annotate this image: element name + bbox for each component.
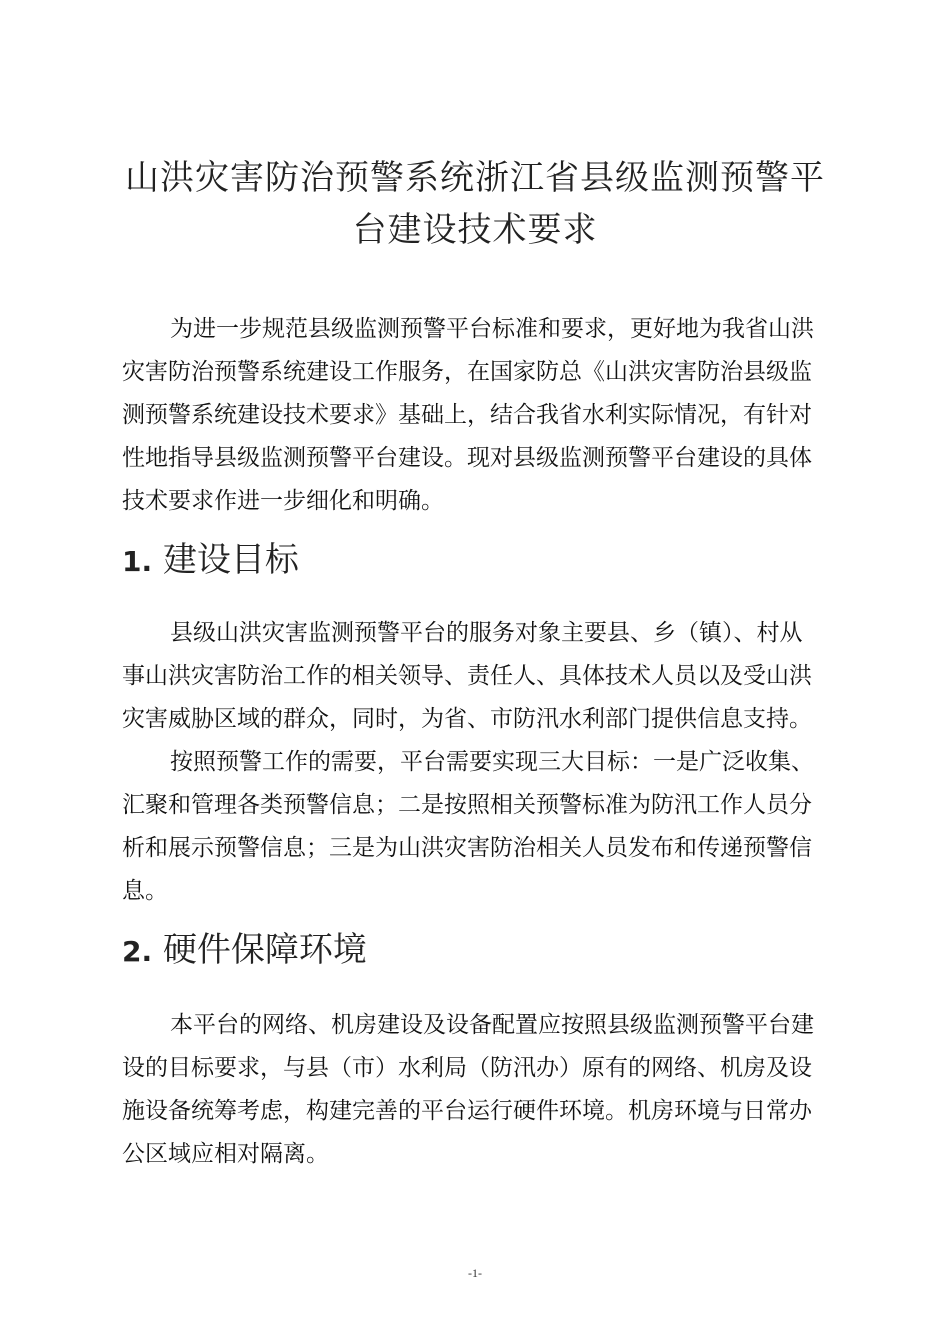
paragraph-line: 公区域应相对隔离。 <box>122 1141 329 1167</box>
paragraph-line: 本平台的网络、机房建设及设备配置应按照县级监测预警平台建 <box>170 1012 814 1038</box>
title-line-2: 台建设技术要求 <box>352 210 598 250</box>
section-2-paragraph-1 <box>122 1004 842 1176</box>
section-1-heading <box>122 536 299 586</box>
intro-paragraph <box>122 308 842 523</box>
intro-line: 灾害防治预警系统建设工作服务，在国家防总《山洪灾害防治县级监 <box>122 359 812 385</box>
paragraph-line: 事山洪灾害防治工作的相关领导、责任人、具体技术人员以及受山洪 <box>122 663 812 689</box>
section-2-number: 2. <box>122 935 153 968</box>
document-title <box>110 152 840 256</box>
paragraph-line: 息。 <box>122 878 168 904</box>
paragraph-line: 析和展示预警信息；三是为山洪灾害防治相关人员发布和传递预警信 <box>122 835 812 861</box>
intro-line: 技术要求作进一步细化和明确。 <box>122 488 444 514</box>
intro-line: 性地指导县级监测预警平台建设。现对县级监测预警平台建设的具体 <box>122 445 812 471</box>
title-line-1: 山洪灾害防治预警系统浙江省县级监测预警平 <box>125 158 825 198</box>
paragraph-line: 汇聚和管理各类预警信息；二是按照相关预警标准为防汛工作人员分 <box>122 792 812 818</box>
section-2-heading <box>122 926 367 976</box>
intro-line: 测预警系统建设技术要求》基础上，结合我省水利实际情况，有针对 <box>122 402 812 428</box>
paragraph-line: 施设备统筹考虑，构建完善的平台运行硬件环境。机房环境与日常办 <box>122 1098 812 1124</box>
page-number: -1- <box>468 1266 482 1280</box>
section-1-title: 建设目标 <box>162 540 299 580</box>
section-1-number: 1. <box>122 545 153 578</box>
paragraph-line: 设的目标要求，与县（市）水利局（防汛办）原有的网络、机房及设 <box>122 1055 812 1081</box>
paragraph-line: 县级山洪灾害监测预警平台的服务对象主要县、乡（镇）、村从 <box>170 620 803 646</box>
paragraph-line: 灾害威胁区域的群众，同时，为省、市防汛水利部门提供信息支持。 <box>122 706 812 732</box>
section-2-title: 硬件保障环境 <box>162 930 367 970</box>
paragraph-line: 按照预警工作的需要，平台需要实现三大目标：一是广泛收集、 <box>170 749 814 775</box>
section-1-paragraph-1 <box>122 612 842 741</box>
intro-line: 为进一步规范县级监测预警平台标准和要求，更好地为我省山洪 <box>170 316 814 342</box>
section-1-paragraph-2 <box>122 741 842 913</box>
